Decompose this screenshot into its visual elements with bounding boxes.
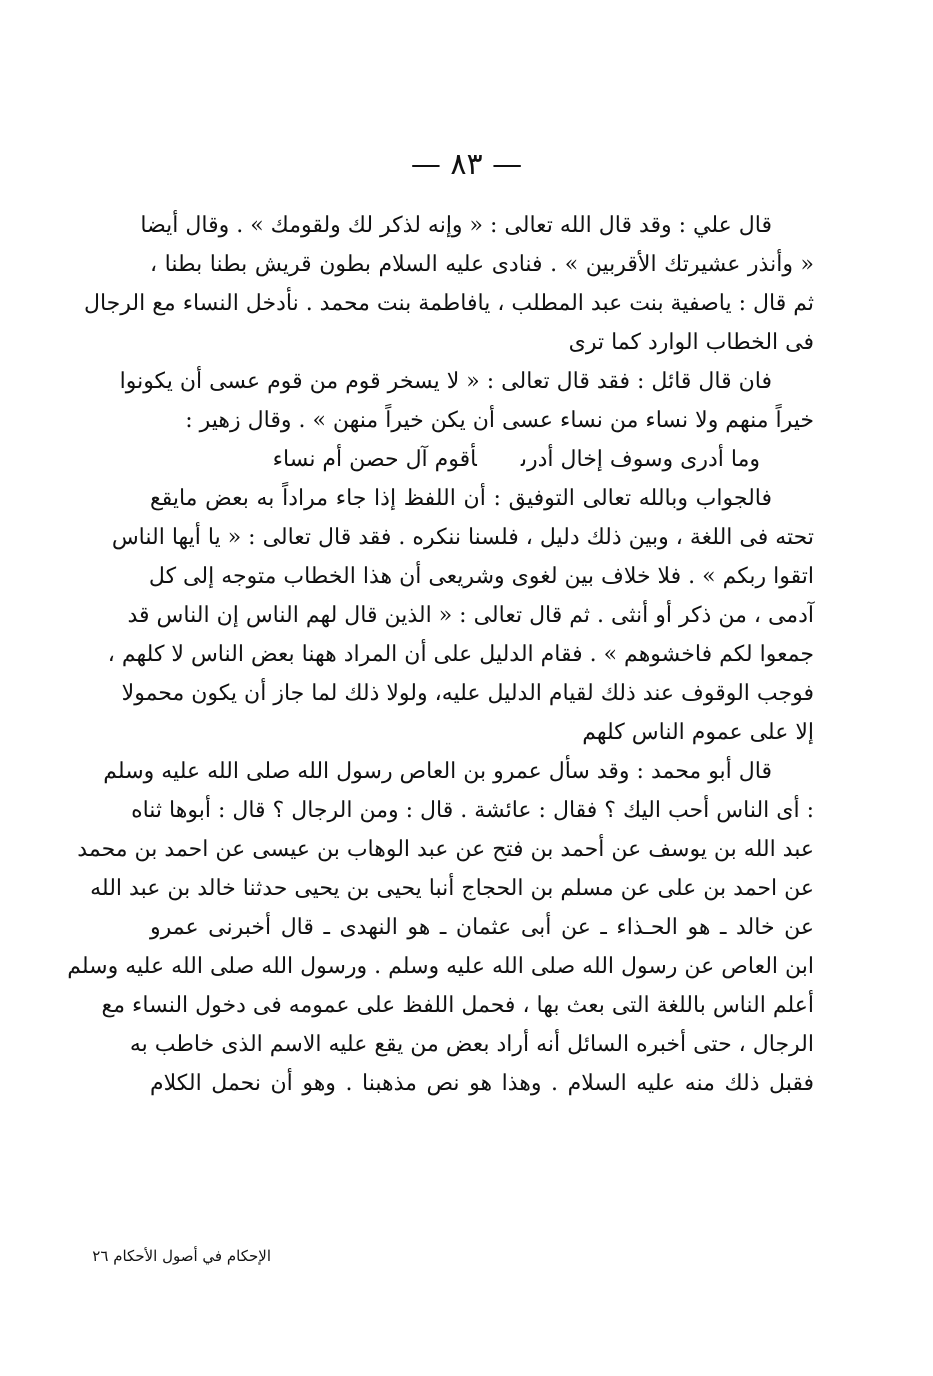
text-line: قال أبو محمد : وقد سأل عمرو بن العاص رسول الله صلى الله عليه وسلم	[103, 759, 772, 784]
text-line: ثم قال : ياصفية بنت عبد المطلب ، يافاطمة بنت محمد . نأدخل النساء مع الرجال	[83, 291, 814, 316]
text-line: عن احمد بن على عن مسلم بن الحجاج أنبا يحيى بن يحيى حدثنا خالد بن عبد الله	[90, 876, 814, 901]
text-line: عن خالد ـ هو الحـذاء ـ عن أبى عثمان ـ هو النهدى ـ قال أخبرنى عمرو	[150, 915, 814, 940]
text-line: خيراً منهم ولا نساء من نساء عسى أن يكن خيراً منهن » . وقال زهير :	[185, 408, 814, 433]
text-line: فى الخطاب الوارد كما ترى	[568, 330, 814, 355]
text-line: عبد الله بن يوسف عن أحمد بن فتح عن عبد الوهاب بن عيسى عن احمد بن محمد	[77, 837, 814, 862]
text-line: الرجال ، حتى أخبره السائل أنه أراد بعض من يقع عليه الاسم الذى خاطب به	[129, 1032, 814, 1057]
book-signature-footer: الإحكام في أصول الأحكام ٢٦	[92, 1247, 271, 1265]
page-number: — ٨٣ —	[410, 147, 523, 182]
text-line: « وأنذر عشيرتك الأقربين » . فنادى عليه السلام بطون قريش بطنا بطنا ،	[150, 252, 814, 277]
text-line: إلا على عموم الناس كلهم	[582, 720, 814, 745]
text-line: آدمى ، من ذكر أو أنثى . ثم قال تعالى : « الذين قال لهم الناس إن الناس قد	[127, 603, 814, 628]
text-line: أعلم الناس باللغة التى بعث بها ، فحمل اللفظ على عمومه فى دخول النساء مع	[101, 993, 814, 1018]
text-line: فالجواب وبالله تعالى التوفيق : أن اللفظ إذا جاء مراداً به بعض مايقع	[150, 486, 772, 511]
text-line: اتقوا ربكم » . فلا خلاف بين لغوى وشريعى أن هذا الخطاب متوجه إلى كل	[148, 564, 814, 589]
text-line: فقبل ذلك منه عليه السلام . وهذا هو نص مذهبنا . وهو أن نحمل الكلام	[150, 1071, 814, 1096]
text-line: فوجب الوقوف عند ذلك لقيام الدليل عليه، ولولا ذلك لما جاز أن يكون محمولا	[121, 681, 814, 706]
text-line: : أى الناس أحب اليك ؟ فقال : عائشة . قال : ومن الرجال ؟ قال : أبوها ثناه	[131, 798, 814, 823]
verse-hemistich-second: أقوم آل حصن أم نساء	[272, 447, 477, 472]
text-line: جمعوا لكم فاخشوهم » . فقام الدليل على أن المراد ههنا بعض الناس لا كلهم ،	[107, 642, 814, 667]
text-line: تحته فى اللغة ، وبين ذلك دليل ، فلسنا ننكره . فقد قال تعالى : « يا أيها الناس	[111, 525, 814, 550]
poetry-verse	[150, 440, 814, 479]
text-line: ابن العاص عن رسول الله صلى الله عليه وسلم . ورسول الله صلى الله عليه وسلم	[67, 954, 814, 979]
text-line: فان قال قائل : فقد قال تعالى : « لا يسخر قوم من قوم عسى أن يكونوا	[119, 369, 772, 394]
verse-hemistich-first: وما أدرى وسوف إخال أدرى	[520, 447, 760, 472]
text-line: قال علي : وقد قال الله تعالى : « وإنه لذكر لك ولقومك » . وقال أيضا	[140, 213, 772, 238]
page-body	[67, 206, 814, 1103]
